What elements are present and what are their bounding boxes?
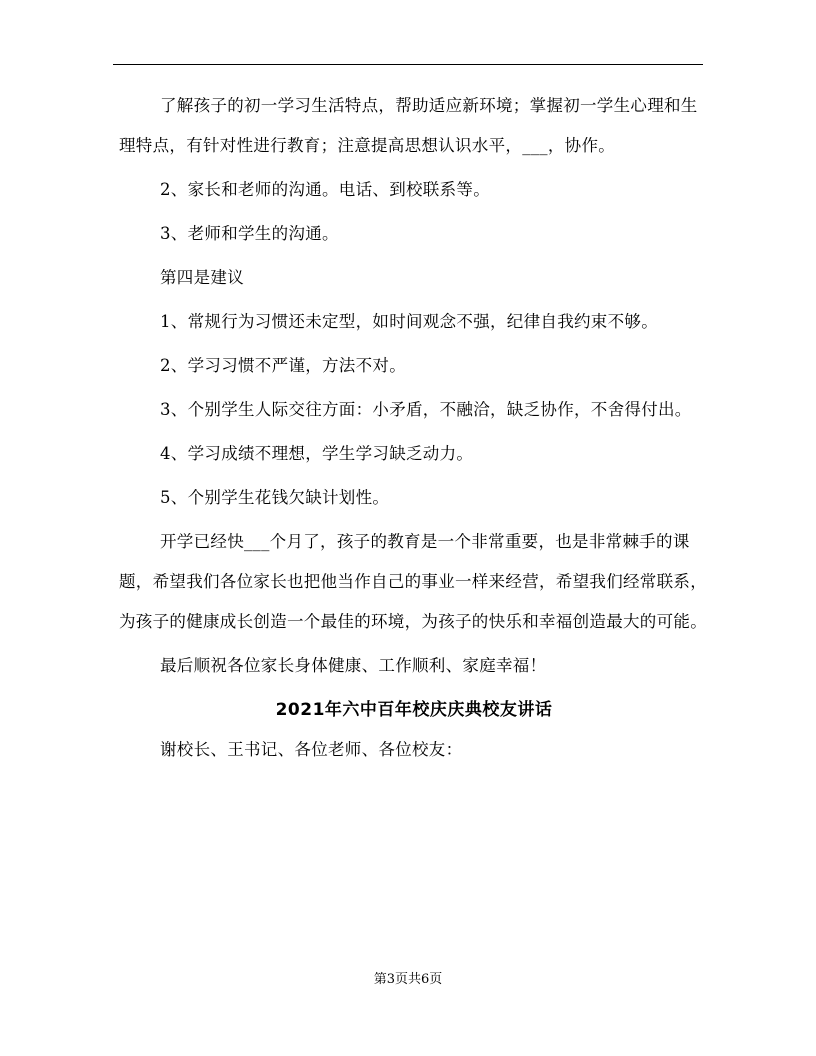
document-body	[119, 86, 709, 770]
paragraph-4: 第四是建议	[160, 268, 244, 287]
paragraph-5: 1、常规行为习惯还未定型，如时间观念不强，纪律自我约束不够。	[160, 312, 658, 331]
paragraph-10: 开学已经快___个月了，孩子的教育是一个非常重要，也是非常棘手的课题，希望我们各位家长也把他当作自己的事业一样来经营，希望我们经常联系，为孩子的健康成长创造一个最佳的环境，为孩子的快乐和幸福创造最大的可能。	[119, 532, 707, 631]
header-rule	[113, 64, 703, 65]
paragraph-3: 3、老师和学生的沟通。	[160, 224, 339, 243]
paragraph-2: 2、家长和老师的沟通。电话、到校联系等。	[160, 180, 490, 199]
paragraph-1: 了解孩子的初一学习生活特点，帮助适应新环境；掌握初一学生心理和生理特点，有针对性进行教育；注意提高思想认识水平，___，协作。	[119, 96, 698, 155]
paragraph-9: 5、个别学生花钱欠缺计划性。	[160, 488, 390, 507]
page-number-footer: 第3页共6页	[373, 972, 443, 987]
paragraph-6: 2、学习习惯不严谨，方法不对。	[160, 356, 406, 375]
paragraph-11: 最后顺祝各位家长身体健康、工作顺利、家庭幸福！	[160, 656, 547, 675]
greeting: 谢校长、王书记、各位老师、各位校友：	[160, 740, 463, 759]
paragraph-8: 4、学习成绩不理想，学生学习缺乏动力。	[160, 444, 474, 463]
section-heading: 2021年六中百年校庆庆典校友讲话	[275, 700, 553, 720]
paragraph-7: 3、个别学生人际交往方面：小矛盾，不融洽，缺乏协作，不舍得付出。	[160, 400, 692, 419]
